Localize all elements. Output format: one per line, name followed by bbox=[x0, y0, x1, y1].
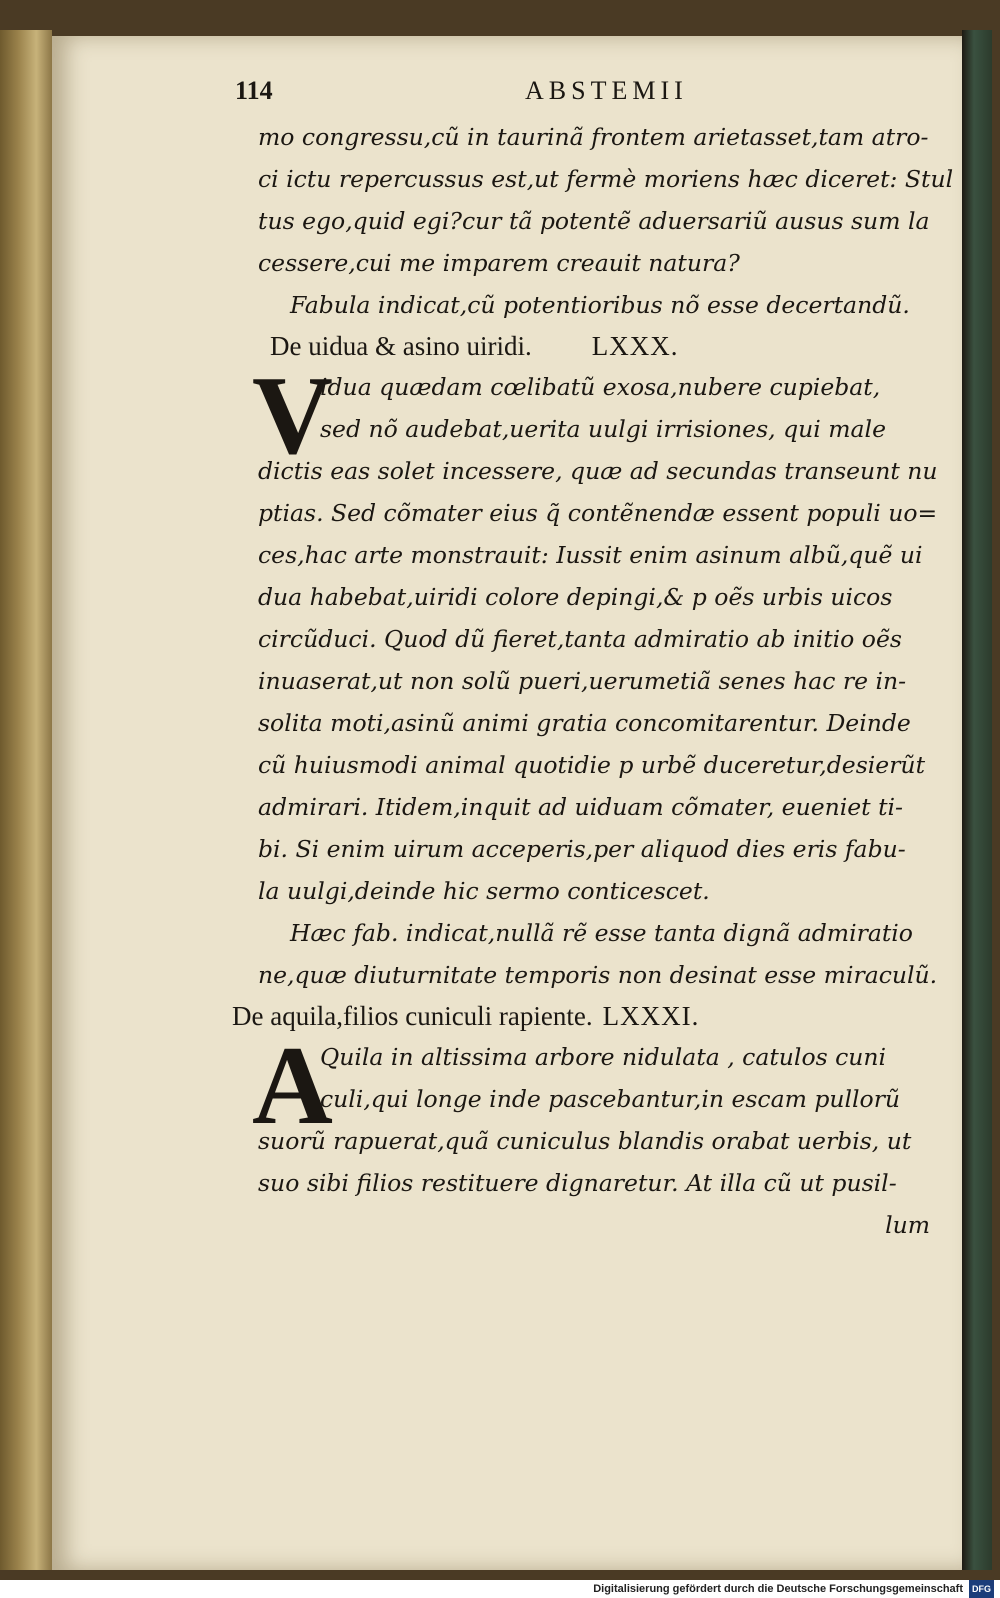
fable-moral: Hæc fab. indicat,nullã rẽ esse tanta dignã admiratio bbox=[290, 919, 913, 947]
text-line: solita moti,asinũ animi gratia concomitarentur. Deinde bbox=[258, 709, 911, 737]
text-line: suo sibi filios restituere dignaretur. At illa cũ ut pusil- bbox=[258, 1169, 897, 1197]
page-content bbox=[200, 76, 954, 1246]
fable-moral: ne,quæ diuturnitate temporis non desinat esse miraculũ. bbox=[258, 961, 938, 989]
text-line: ptias. Sed cõmater eius q̃ contẽnendæ essent populi uo= bbox=[258, 499, 938, 527]
fable-80-body bbox=[200, 354, 940, 996]
fable-title-text: De aquila,filios cuniculi rapiente. bbox=[232, 1001, 593, 1031]
text-line: Quila in altissima arbore nidulata , catulos cuni bbox=[320, 1043, 887, 1071]
dfg-logo: DFG bbox=[969, 1580, 994, 1598]
fable-79-ending bbox=[200, 116, 954, 326]
fable-moral: Fabula indicat,cũ potentioribus nõ esse decertandũ. bbox=[290, 291, 910, 319]
fable-80-title bbox=[270, 326, 940, 366]
fable-title-text: De uidua & asino uiridi. bbox=[270, 331, 532, 361]
catchword: lum bbox=[885, 1211, 930, 1239]
text-line: sed nõ audebat,uerita uulgi irrisiones, qui male bbox=[320, 415, 886, 443]
text-line: cessere,cui me imparem creauit natura? bbox=[258, 249, 740, 277]
fable-number: LXXXI. bbox=[602, 1001, 700, 1031]
fable-81-body bbox=[200, 1024, 940, 1246]
text-line: idua quædam cœlibatũ exosa,nubere cupiebat, bbox=[320, 373, 881, 401]
running-head bbox=[200, 76, 940, 116]
running-title: ABSTEMII bbox=[525, 76, 688, 105]
footer-text: Digitalisierung gefördert durch die Deutsche Forschungsgemeinschaft bbox=[593, 1583, 963, 1595]
text-line: inuaserat,ut non solũ pueri,uerumetiã senes hac re in- bbox=[258, 667, 907, 695]
text-line: ces,hac arte monstrauit: Iussit enim asinum albũ,quẽ ui bbox=[258, 541, 923, 569]
drop-capital: V bbox=[252, 354, 333, 478]
text-line: bi. Si enim uirum acceperis,per aliquod dies eris fabu- bbox=[258, 835, 906, 863]
text-line: cũ huiusmodi animal quotidie p urbẽ duceretur,desierũt bbox=[258, 751, 926, 779]
digitization-footer bbox=[0, 1580, 1000, 1598]
text-line: mo congressu,cũ in taurinã frontem arietasset,tam atro- bbox=[258, 123, 929, 151]
text-line: admirari. Itidem,inquit ad uiduam cõmater, eueniet ti- bbox=[258, 793, 903, 821]
text-line: culi,qui longe inde pascebantur,in escam pullorũ bbox=[320, 1085, 901, 1113]
text-line: la uulgi,deinde hic sermo conticescet. bbox=[258, 877, 710, 905]
text-line: tus ego,quid egi?cur tã potentẽ aduersariũ ausus sum la bbox=[258, 207, 930, 235]
text-line: dua habebat,uiridi colore depingi,& p oẽs urbis uicos bbox=[258, 583, 893, 611]
fable-81-title bbox=[232, 996, 940, 1036]
fable-number: LXXX. bbox=[591, 331, 679, 361]
text-line: suorũ rapuerat,quã cuniculus blandis orabat uerbis, ut bbox=[258, 1127, 912, 1155]
book-spine bbox=[0, 30, 52, 1570]
text-line: dictis eas solet incessere, quæ ad secundas transeunt nu bbox=[258, 457, 938, 485]
text-line: circũduci. Quod dũ fieret,tanta admiratio ab initio oẽs bbox=[258, 625, 902, 653]
text-line: ci ictu repercussus est,ut fermè moriens hæc diceret: Stul bbox=[258, 165, 954, 193]
page-number: 114 bbox=[235, 76, 273, 105]
drop-capital: A bbox=[252, 1024, 333, 1148]
book-edge bbox=[962, 30, 992, 1570]
